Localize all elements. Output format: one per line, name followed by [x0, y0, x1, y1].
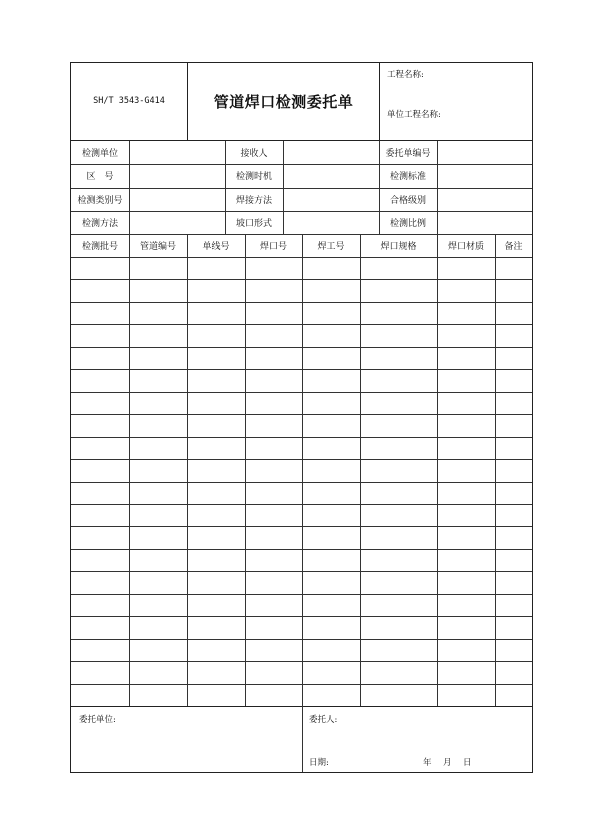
table-cell[interactable]: [437, 526, 495, 548]
table-cell[interactable]: [245, 324, 302, 346]
info-label: 检测方法: [81, 218, 118, 229]
date-month-label: 月: [443, 758, 452, 768]
table-cell[interactable]: [187, 414, 245, 436]
table-cell[interactable]: [245, 526, 302, 548]
table-cell[interactable]: [360, 549, 437, 571]
table-cell[interactable]: [71, 392, 129, 414]
table-cell[interactable]: [437, 661, 495, 683]
table-cell[interactable]: [71, 504, 129, 526]
table-cell[interactable]: [129, 414, 187, 436]
table-cell[interactable]: [360, 684, 437, 706]
info-value-field[interactable]: [283, 211, 379, 234]
info-row-rule: [71, 188, 532, 189]
table-cell[interactable]: [187, 324, 245, 346]
header-divider-2: [379, 63, 380, 140]
table-cell[interactable]: [495, 302, 532, 324]
table-cell[interactable]: [495, 616, 532, 638]
table-cell[interactable]: [437, 594, 495, 616]
info-value-field[interactable]: [437, 141, 532, 164]
table-cell[interactable]: [187, 504, 245, 526]
table-cell[interactable]: [245, 549, 302, 571]
table-cell[interactable]: [129, 616, 187, 638]
table-cell[interactable]: [360, 482, 437, 504]
column-header: 焊口号: [259, 242, 287, 252]
table-cell[interactable]: [302, 369, 360, 391]
table-cell[interactable]: [71, 347, 129, 369]
table-cell[interactable]: [187, 482, 245, 504]
info-label: 检测标准: [389, 172, 426, 183]
table-cell[interactable]: [71, 549, 129, 571]
table-cell[interactable]: [187, 639, 245, 661]
info-label: 合格级别: [389, 195, 426, 206]
info-value-field[interactable]: [129, 211, 225, 234]
table-cell[interactable]: [129, 661, 187, 683]
table-cell[interactable]: [71, 257, 129, 279]
table-cell[interactable]: [437, 549, 495, 571]
table-cell[interactable]: [187, 616, 245, 638]
table-cell[interactable]: [129, 482, 187, 504]
table-cell[interactable]: [360, 279, 437, 301]
table-cell[interactable]: [495, 257, 532, 279]
table-cell[interactable]: [245, 392, 302, 414]
table-cell[interactable]: [302, 549, 360, 571]
table-cell[interactable]: [495, 504, 532, 526]
table-cell[interactable]: [71, 482, 129, 504]
table-column-rule: [187, 234, 188, 706]
info-label: 检测类别号: [77, 195, 123, 206]
table-cell[interactable]: [437, 459, 495, 481]
table-cell[interactable]: [245, 459, 302, 481]
column-header: 焊口材质: [447, 242, 484, 252]
table-cell[interactable]: [129, 324, 187, 346]
table-cell[interactable]: [360, 437, 437, 459]
table-cell[interactable]: [495, 279, 532, 301]
table-cell[interactable]: [71, 571, 129, 593]
info-label: 检测比例: [389, 218, 426, 229]
table-cell[interactable]: [245, 369, 302, 391]
table-cell[interactable]: [129, 257, 187, 279]
commission-form: [70, 62, 533, 773]
table-cell[interactable]: [360, 526, 437, 548]
client-person-label: 委托人:: [309, 715, 338, 725]
table-cell[interactable]: [495, 459, 532, 481]
table-cell[interactable]: [187, 594, 245, 616]
table-cell[interactable]: [302, 257, 360, 279]
table-cell[interactable]: [360, 459, 437, 481]
table-cell[interactable]: [360, 414, 437, 436]
info-value-field[interactable]: [437, 211, 532, 234]
table-cell[interactable]: [187, 459, 245, 481]
table-cell[interactable]: [302, 324, 360, 346]
table-cell[interactable]: [360, 347, 437, 369]
table-cell[interactable]: [129, 347, 187, 369]
table-cell[interactable]: [129, 594, 187, 616]
info-value-field[interactable]: [437, 188, 532, 211]
table-cell[interactable]: [437, 504, 495, 526]
info-value-field[interactable]: [129, 164, 225, 187]
date-year-label: 年: [423, 758, 432, 768]
table-cell[interactable]: [360, 661, 437, 683]
table-cell[interactable]: [129, 504, 187, 526]
table-cell[interactable]: [129, 437, 187, 459]
table-cell[interactable]: [245, 257, 302, 279]
column-header: 检测批号: [81, 242, 118, 252]
table-cell[interactable]: [187, 437, 245, 459]
table-cell[interactable]: [360, 616, 437, 638]
table-cell[interactable]: [245, 482, 302, 504]
table-cell[interactable]: [360, 639, 437, 661]
info-value-field[interactable]: [283, 188, 379, 211]
table-cell[interactable]: [495, 347, 532, 369]
table-cell[interactable]: [245, 504, 302, 526]
project-name-label: 工程名称:: [387, 70, 424, 80]
table-cell[interactable]: [71, 594, 129, 616]
table-cell[interactable]: [302, 526, 360, 548]
table-column-rule: [302, 234, 303, 706]
info-row-rule: [71, 211, 532, 212]
table-cell[interactable]: [129, 549, 187, 571]
table-cell[interactable]: [129, 459, 187, 481]
table-cell[interactable]: [495, 437, 532, 459]
table-cell[interactable]: [187, 392, 245, 414]
info-column-rule: [283, 141, 284, 234]
client-unit-label: 委托单位:: [79, 715, 116, 725]
info-label: 焊接方法: [235, 195, 272, 206]
table-cell[interactable]: [187, 526, 245, 548]
table-column-rule: [360, 234, 361, 706]
info-value-field[interactable]: [129, 188, 225, 211]
table-cell[interactable]: [129, 526, 187, 548]
table-cell[interactable]: [360, 257, 437, 279]
table-cell[interactable]: [71, 616, 129, 638]
table-cell[interactable]: [302, 279, 360, 301]
footer-divider: [302, 706, 303, 772]
table-cell[interactable]: [360, 594, 437, 616]
table-cell[interactable]: [302, 459, 360, 481]
table-cell[interactable]: [437, 257, 495, 279]
table-cell[interactable]: [360, 302, 437, 324]
table-cell[interactable]: [187, 347, 245, 369]
column-header: 单线号: [202, 242, 230, 252]
table-cell[interactable]: [495, 392, 532, 414]
table-cell[interactable]: [71, 302, 129, 324]
table-cell[interactable]: [187, 661, 245, 683]
table-cell[interactable]: [245, 639, 302, 661]
table-cell[interactable]: [245, 571, 302, 593]
table-cell[interactable]: [71, 639, 129, 661]
table-cell[interactable]: [495, 414, 532, 436]
table-cell[interactable]: [360, 504, 437, 526]
table-cell[interactable]: [245, 279, 302, 301]
table-cell[interactable]: [302, 594, 360, 616]
table-cell[interactable]: [302, 414, 360, 436]
table-cell[interactable]: [129, 639, 187, 661]
date-label: 日期:: [309, 758, 329, 768]
table-cell[interactable]: [437, 571, 495, 593]
table-cell[interactable]: [187, 257, 245, 279]
table-cell[interactable]: [245, 684, 302, 706]
info-value-field[interactable]: [283, 164, 379, 187]
info-row-rule: [71, 164, 532, 165]
table-cell[interactable]: [71, 414, 129, 436]
info-value-field[interactable]: [283, 141, 379, 164]
table-cell[interactable]: [302, 571, 360, 593]
table-cell[interactable]: [302, 302, 360, 324]
table-cell[interactable]: [129, 571, 187, 593]
table-cell[interactable]: [495, 661, 532, 683]
table-cell[interactable]: [129, 392, 187, 414]
info-label: 检测时机: [235, 172, 272, 183]
table-cell[interactable]: [437, 392, 495, 414]
table-cell[interactable]: [245, 414, 302, 436]
table-cell[interactable]: [245, 302, 302, 324]
table-cell[interactable]: [71, 684, 129, 706]
table-cell[interactable]: [302, 684, 360, 706]
table-column-rule: [129, 234, 130, 706]
table-cell[interactable]: [495, 571, 532, 593]
column-header: 焊工号: [317, 242, 345, 252]
info-label: 检测单位: [81, 149, 118, 160]
table-cell[interactable]: [187, 684, 245, 706]
table-cell[interactable]: [187, 369, 245, 391]
table-cell[interactable]: [129, 279, 187, 301]
table-column-rule: [245, 234, 246, 706]
table-cell[interactable]: [437, 414, 495, 436]
table-cell[interactable]: [302, 437, 360, 459]
table-cell[interactable]: [71, 526, 129, 548]
table-cell[interactable]: [245, 661, 302, 683]
table-cell[interactable]: [360, 392, 437, 414]
form-code: SH/T 3543-G414: [93, 96, 165, 106]
header-divider-1: [187, 63, 188, 140]
table-cell[interactable]: [437, 639, 495, 661]
info-column-rule: [225, 141, 226, 234]
table-cell[interactable]: [129, 369, 187, 391]
table-cell[interactable]: [437, 369, 495, 391]
table-cell[interactable]: [187, 549, 245, 571]
info-label: 坡口形式: [235, 218, 272, 229]
column-header: 焊口规格: [380, 242, 417, 252]
table-cell[interactable]: [437, 616, 495, 638]
table-cell[interactable]: [129, 302, 187, 324]
table-cell[interactable]: [302, 616, 360, 638]
table-cell[interactable]: [302, 661, 360, 683]
table-cell[interactable]: [187, 279, 245, 301]
info-value-field[interactable]: [129, 141, 225, 164]
table-cell[interactable]: [360, 571, 437, 593]
table-cell[interactable]: [495, 369, 532, 391]
table-cell[interactable]: [302, 639, 360, 661]
info-column-rule: [379, 141, 380, 234]
info-label: 接收人: [240, 149, 268, 160]
table-cell[interactable]: [71, 324, 129, 346]
form-title: 管道焊口检测委托单: [213, 92, 354, 111]
info-value-field[interactable]: [437, 164, 532, 187]
info-column-rule: [129, 141, 130, 234]
info-label: 委托单编号: [385, 149, 431, 160]
table-cell[interactable]: [302, 392, 360, 414]
table-cell[interactable]: [437, 324, 495, 346]
table-cell[interactable]: [302, 347, 360, 369]
table-cell[interactable]: [437, 302, 495, 324]
table-cell[interactable]: [71, 369, 129, 391]
table-cell[interactable]: [360, 369, 437, 391]
table-cell[interactable]: [71, 279, 129, 301]
table-cell[interactable]: [495, 549, 532, 571]
table-cell[interactable]: [245, 594, 302, 616]
table-cell[interactable]: [302, 482, 360, 504]
table-column-rule: [495, 234, 496, 706]
table-cell[interactable]: [437, 279, 495, 301]
table-cell[interactable]: [437, 482, 495, 504]
table-cell[interactable]: [302, 504, 360, 526]
table-cell[interactable]: [245, 616, 302, 638]
date-day-label: 日: [463, 758, 472, 768]
table-cell[interactable]: [245, 347, 302, 369]
table-cell[interactable]: [495, 639, 532, 661]
table-cell[interactable]: [437, 347, 495, 369]
table-cell[interactable]: [360, 324, 437, 346]
info-label: 区 号: [86, 172, 114, 183]
table-cell[interactable]: [495, 684, 532, 706]
header-bottom-rule: [71, 140, 532, 141]
table-cell[interactable]: [71, 437, 129, 459]
table-column-rule: [437, 234, 438, 706]
column-header: 备注: [504, 242, 523, 252]
unit-project-name-label: 单位工程名称:: [387, 110, 441, 120]
table-cell[interactable]: [437, 437, 495, 459]
table-cell[interactable]: [129, 684, 187, 706]
table-cell[interactable]: [495, 526, 532, 548]
table-cell[interactable]: [495, 482, 532, 504]
table-cell[interactable]: [71, 661, 129, 683]
table-cell[interactable]: [495, 324, 532, 346]
info-column-rule: [437, 141, 438, 234]
table-cell[interactable]: [187, 302, 245, 324]
table-cell[interactable]: [437, 684, 495, 706]
table-cell[interactable]: [495, 594, 532, 616]
table-cell[interactable]: [245, 437, 302, 459]
table-cell[interactable]: [71, 459, 129, 481]
table-cell[interactable]: [187, 571, 245, 593]
column-header: 管道编号: [139, 242, 176, 252]
